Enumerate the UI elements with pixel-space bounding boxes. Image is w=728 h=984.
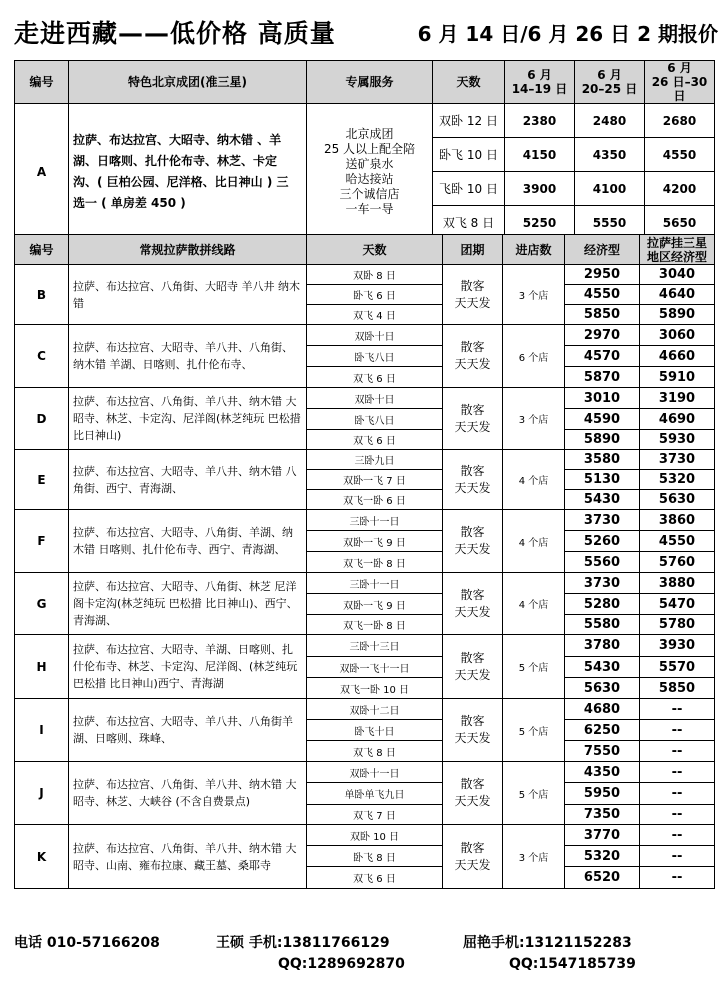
group-schedule: 散客 天天发 [443, 825, 503, 889]
header-shops: 进店数 [503, 235, 565, 265]
tour-code: C [15, 325, 69, 388]
price-cell: 2480 [575, 104, 645, 138]
price-economy: 3010 [565, 388, 640, 409]
days-option: 飞卧 10 日 [433, 172, 505, 206]
header-service: 专属服务 [307, 61, 433, 104]
price-economy: 5430 [565, 490, 640, 510]
price-three-star: 5850 [640, 678, 715, 699]
price-cell: 4150 [505, 138, 575, 172]
price-three-star: 5760 [640, 552, 715, 573]
days-option: 双飞 7 日 [307, 805, 443, 825]
tour-route: 拉萨、布达拉宫、八角街、羊八井、纳木错 大昭寺、山南、雍布拉康、藏王墓、桑耶寺 [69, 825, 307, 889]
header-days: 天数 [307, 235, 443, 265]
days-option: 双卧一飞 9 日 [307, 594, 443, 615]
price-economy: 5950 [565, 783, 640, 805]
days-option: 三卧九日 [307, 450, 443, 470]
tour-route: 拉萨、布达拉宫、大昭寺、羊八井、八角街羊湖、日喀则、珠峰、 [69, 699, 307, 762]
price-economy: 5560 [565, 552, 640, 573]
shop-count: 4 个店 [503, 573, 565, 635]
contact-footer [0, 926, 728, 984]
days-option: 三卧十一日 [307, 510, 443, 531]
header-days: 天数 [433, 61, 505, 104]
tour-route: 拉萨、布达拉宫、八角街、大昭寺 羊八井 纳木错 [69, 265, 307, 325]
table-row [15, 450, 715, 470]
price-three-star: 3860 [640, 510, 715, 531]
days-option: 单卧单飞九日 [307, 783, 443, 805]
table-header-row [15, 61, 715, 104]
days-option: 双飞 4 日 [307, 305, 443, 325]
days-option: 卧飞 8 日 [307, 846, 443, 867]
price-cell: 2680 [645, 104, 715, 138]
days-option: 卧飞八日 [307, 409, 443, 430]
tour-route: 拉萨、布达拉宫、大昭寺、八角街、林芝 尼洋阁卡定沟(林芝纯玩 巴松措 比日神山)、西宁、青海湖、 [69, 573, 307, 635]
price-economy: 4590 [565, 409, 640, 430]
tour-route: 拉萨、布达拉宫、大昭寺、羊八井、八角街、纳木错 羊湖、日喀则、扎什伦布寺、 [69, 325, 307, 388]
contact-qu: 屈艳手机:13121152283 [463, 935, 632, 951]
price-three-star: -- [640, 720, 715, 741]
office-phone: 电话 010-57166208 [14, 935, 160, 951]
price-three-star: 4640 [640, 285, 715, 305]
page-title: 走进西藏——低价格 高质量 [14, 19, 336, 48]
tour-route: 拉萨、布达拉宫、大昭寺、八角街、羊湖、纳木错 日喀则、扎什伦布寺、西宁、青海湖、 [69, 510, 307, 573]
table-row [15, 825, 715, 846]
price-economy: 4570 [565, 346, 640, 367]
price-cell: 4350 [575, 138, 645, 172]
group-schedule: 散客 天天发 [443, 762, 503, 825]
tour-code: H [15, 635, 69, 699]
price-three-star: -- [640, 699, 715, 720]
price-three-star: 5890 [640, 305, 715, 325]
price-economy: 5850 [565, 305, 640, 325]
price-cell: 4100 [575, 172, 645, 206]
service-item: 北京成团 [345, 126, 394, 141]
table-row [15, 635, 715, 657]
price-three-star: 4660 [640, 346, 715, 367]
regular-tour-rows [15, 265, 715, 889]
service-item: 一车一导 [345, 201, 394, 216]
days-option: 卧飞十日 [307, 720, 443, 741]
tour-code: F [15, 510, 69, 573]
price-three-star: -- [640, 741, 715, 762]
group-schedule: 散客 天天发 [443, 510, 503, 573]
days-option: 双卧 12 日 [433, 104, 505, 138]
price-economy: 2950 [565, 265, 640, 285]
price-three-star: 4690 [640, 409, 715, 430]
price-three-star: -- [640, 762, 715, 783]
days-option: 卧飞 10 日 [433, 138, 505, 172]
group-schedule: 散客 天天发 [443, 325, 503, 388]
price-economy: 4550 [565, 285, 640, 305]
tour-code: I [15, 699, 69, 762]
price-three-star: 4550 [640, 531, 715, 552]
price-economy: 5280 [565, 594, 640, 615]
service-list [307, 104, 433, 240]
price-cell: 5650 [645, 206, 715, 240]
price-cell: 5550 [575, 206, 645, 240]
price-economy: 6250 [565, 720, 640, 741]
page-header [0, 0, 728, 58]
price-three-star: -- [640, 846, 715, 867]
days-option: 双飞 8 日 [433, 206, 505, 240]
price-three-star: 3730 [640, 450, 715, 470]
shop-count: 5 个店 [503, 635, 565, 699]
price-cell: 4550 [645, 138, 715, 172]
days-option: 双卧一飞 7 日 [307, 470, 443, 490]
price-economy: 3780 [565, 635, 640, 657]
table-row [15, 762, 715, 783]
header-three-star: 拉萨挂三星 地区经济型 [640, 235, 715, 265]
price-three-star: 3060 [640, 325, 715, 346]
contact-wang: 王硕 手机:13811766129 [216, 935, 390, 951]
days-option: 双飞 8 日 [307, 741, 443, 762]
table-row [15, 573, 715, 594]
price-three-star: 3190 [640, 388, 715, 409]
days-option: 双飞一卧 6 日 [307, 490, 443, 510]
price-cell: 5250 [505, 206, 575, 240]
header-group: 团期 [443, 235, 503, 265]
days-option: 双卧一飞十一日 [307, 657, 443, 678]
days-option: 双卧一飞 9 日 [307, 531, 443, 552]
price-economy: 3770 [565, 825, 640, 846]
price-cell: 2380 [505, 104, 575, 138]
price-economy: 5430 [565, 657, 640, 678]
days-option: 双卧十日 [307, 325, 443, 346]
group-schedule: 散客 天天发 [443, 388, 503, 450]
table-row [15, 510, 715, 531]
price-economy: 2970 [565, 325, 640, 346]
header-route: 常规拉萨散拼线路 [69, 235, 307, 265]
quote-dates: 6 月 14 日/6 月 26 日 2 期报价 [417, 22, 718, 46]
days-option: 双卧十日 [307, 388, 443, 409]
service-item: 25 人以上配全陪 [323, 141, 416, 156]
service-item: 哈达接站 [345, 171, 394, 186]
price-economy: 5130 [565, 470, 640, 490]
price-economy: 3580 [565, 450, 640, 470]
price-cell: 3900 [505, 172, 575, 206]
table-row [15, 699, 715, 720]
header-period-1: 6 月 14–19 日 [505, 61, 575, 104]
shop-count: 3 个店 [503, 265, 565, 325]
price-economy: 3730 [565, 510, 640, 531]
price-three-star: 5570 [640, 657, 715, 678]
header-period-2: 6 月 20–25 日 [575, 61, 645, 104]
featured-tour-table [14, 60, 715, 240]
shop-count: 5 个店 [503, 762, 565, 825]
tour-code: J [15, 762, 69, 825]
days-option: 双飞 6 日 [307, 367, 443, 388]
group-schedule: 散客 天天发 [443, 699, 503, 762]
regular-tours-table [14, 234, 715, 889]
table-row [15, 104, 715, 138]
price-three-star: -- [640, 867, 715, 889]
price-economy: 3730 [565, 573, 640, 594]
price-three-star: 5780 [640, 615, 715, 635]
price-economy: 5890 [565, 430, 640, 450]
tour-code: K [15, 825, 69, 889]
price-economy: 5320 [565, 846, 640, 867]
price-economy: 6520 [565, 867, 640, 889]
service-item: 送矿泉水 [345, 156, 394, 171]
days-option: 双卧十二日 [307, 699, 443, 720]
days-option: 三卧十三日 [307, 635, 443, 657]
days-option: 卧飞八日 [307, 346, 443, 367]
shop-count: 5 个店 [503, 699, 565, 762]
days-option: 双飞一卧 8 日 [307, 552, 443, 573]
price-three-star: 3040 [640, 265, 715, 285]
tour-route: 拉萨、布达拉宫、大昭寺、羊湖、日喀则、扎什伦布寺、林芝、卡定沟、尼洋阁、(林芝纯玩 巴松措 比日神山)西宁、青海湖 [69, 635, 307, 699]
price-economy: 5580 [565, 615, 640, 635]
shop-count: 3 个店 [503, 388, 565, 450]
tour-code: B [15, 265, 69, 325]
group-schedule: 散客 天天发 [443, 450, 503, 510]
price-three-star: -- [640, 783, 715, 805]
tour-code: E [15, 450, 69, 510]
days-option: 三卧十一日 [307, 573, 443, 594]
tour-route: 拉萨、布达拉宫、八角街、羊八井、纳木错 大昭寺、林芝、大峡谷 (不含自费景点) [69, 762, 307, 825]
days-option: 双飞 6 日 [307, 430, 443, 450]
table-row [15, 388, 715, 409]
price-three-star: 5320 [640, 470, 715, 490]
price-cell: 4200 [645, 172, 715, 206]
price-economy: 5870 [565, 367, 640, 388]
price-three-star: 5910 [640, 367, 715, 388]
price-three-star: 5630 [640, 490, 715, 510]
price-economy: 5630 [565, 678, 640, 699]
price-three-star: -- [640, 825, 715, 846]
tour-code: A [15, 104, 69, 240]
header-code: 编号 [15, 61, 69, 104]
header-period-3: 6 月 26 日–30 日 [645, 61, 715, 104]
table-row [15, 265, 715, 285]
tour-route: 拉萨、布达拉宫、八角街、羊八井、纳木错 大昭寺、林芝、卡定沟、尼洋阁(林芝纯玩 巴松措 比日神山) [69, 388, 307, 450]
shop-count: 3 个店 [503, 825, 565, 889]
qq-wang: QQ:1289692870 [278, 956, 405, 972]
price-economy: 5260 [565, 531, 640, 552]
tour-code: D [15, 388, 69, 450]
price-three-star: -- [640, 805, 715, 825]
group-schedule: 散客 天天发 [443, 635, 503, 699]
qq-qu: QQ:1547185739 [509, 956, 636, 972]
price-three-star: 5930 [640, 430, 715, 450]
group-schedule: 散客 天天发 [443, 265, 503, 325]
header-economy: 经济型 [565, 235, 640, 265]
table-row [15, 325, 715, 346]
header-code: 编号 [15, 235, 69, 265]
tour-code: G [15, 573, 69, 635]
shop-count: 4 个店 [503, 510, 565, 573]
days-option: 双飞一卧 10 日 [307, 678, 443, 699]
table-header-row [15, 235, 715, 265]
price-economy: 4350 [565, 762, 640, 783]
shop-count: 4 个店 [503, 450, 565, 510]
days-option: 双飞 6 日 [307, 867, 443, 889]
price-three-star: 3930 [640, 635, 715, 657]
price-three-star: 5470 [640, 594, 715, 615]
service-item: 三个诚信店 [339, 186, 400, 201]
tour-route: 拉萨、布达拉宫、大昭寺、羊八井、纳木错 八角街、西宁、青海湖、 [69, 450, 307, 510]
days-option: 双卧十一日 [307, 762, 443, 783]
days-option: 卧飞 6 日 [307, 285, 443, 305]
price-economy: 4680 [565, 699, 640, 720]
group-schedule: 散客 天天发 [443, 573, 503, 635]
header-route: 特色北京成团(准三星) [69, 61, 307, 104]
price-economy: 7350 [565, 805, 640, 825]
shop-count: 6 个店 [503, 325, 565, 388]
price-three-star: 3880 [640, 573, 715, 594]
days-option: 双飞一卧 8 日 [307, 615, 443, 635]
tour-route: 拉萨、布达拉宫、大昭寺、纳木错 、羊湖、日喀则、扎什伦布寺、林芝、卡定沟、( 巨柏公园、尼洋格、比日神山 ) 三选一 ( 单房差 450 ) [69, 104, 307, 240]
days-option: 双卧 10 日 [307, 825, 443, 846]
days-option: 双卧 8 日 [307, 265, 443, 285]
price-economy: 7550 [565, 741, 640, 762]
